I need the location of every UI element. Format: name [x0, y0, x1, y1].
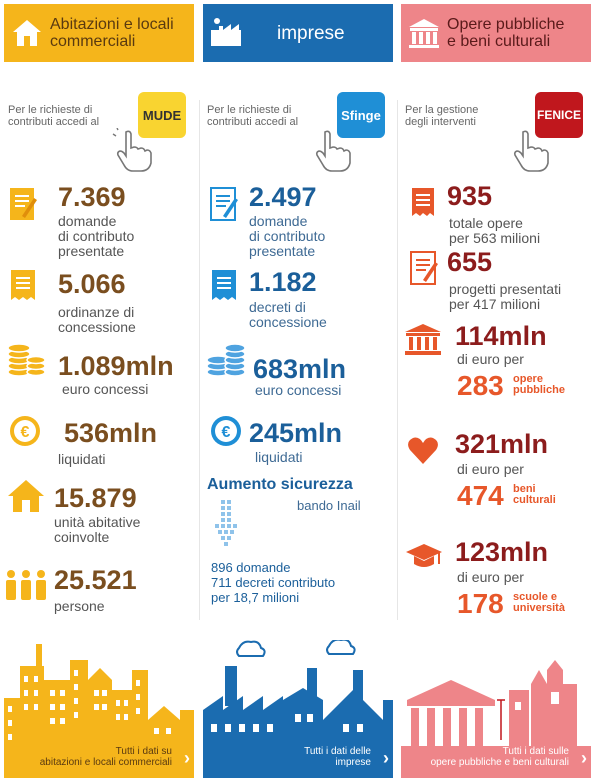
- stat-label-line: domande: [249, 213, 308, 229]
- stat-value: 1.182: [249, 267, 317, 297]
- stat-label-line: concessione: [58, 319, 136, 335]
- fund-description-line: università: [513, 602, 565, 614]
- fund-description-line: pubbliche: [513, 384, 565, 396]
- fund-label: di euro per: [457, 461, 524, 477]
- fund-description: [513, 484, 556, 506]
- stat-value: 536mln: [64, 418, 158, 448]
- stat-label-line: euro concessi: [62, 381, 149, 397]
- header-abitazioni[interactable]: [4, 4, 194, 62]
- stat-label-line: totale opere: [449, 215, 523, 231]
- footer-line1: Tutti i dati sulle: [502, 746, 569, 757]
- fund-label: di euro per: [457, 569, 524, 585]
- footer-imprese[interactable]: [203, 640, 393, 778]
- coins-icon: [6, 340, 46, 380]
- stat-label-line: presentate: [58, 243, 125, 259]
- stat-label: [255, 383, 341, 398]
- column-divider: [397, 100, 398, 620]
- stat-label-line: liquidati: [58, 451, 106, 467]
- stat-value: 5.066: [58, 269, 126, 299]
- stat-value: 7.369: [58, 182, 126, 212]
- column-abitazioni: [4, 0, 194, 781]
- footer-link-text[interactable]: [304, 746, 371, 768]
- header-title: [447, 16, 564, 50]
- fund-value: 321mln: [455, 429, 549, 459]
- fund-description-line: culturali: [513, 494, 556, 506]
- stat-value: 15.879: [54, 483, 137, 513]
- fund-value: 114mln: [455, 321, 547, 351]
- fund-count: 178: [457, 588, 504, 619]
- hand-pointer-icon: [112, 128, 154, 172]
- footer-line2: abitazioni e locali commerciali: [39, 757, 172, 768]
- stat-value: 935: [447, 181, 493, 211]
- euro-icon: [209, 414, 243, 448]
- stat-label: [54, 599, 105, 614]
- people-icon: [4, 568, 48, 602]
- stat-label-line: presentate: [249, 243, 316, 259]
- graduation-cap-icon: [405, 542, 443, 572]
- stat-label-line: per 417 milioni: [449, 296, 541, 312]
- header-title-line2: commerciali: [50, 33, 136, 50]
- fund-value: 123mln: [455, 537, 549, 567]
- stat-label: [449, 216, 540, 246]
- temple-icon: [403, 322, 443, 356]
- stat-label-line: domande: [58, 213, 117, 229]
- house-icon: [6, 478, 46, 514]
- header-title: [50, 16, 174, 50]
- arrow-down-icon: [213, 498, 241, 548]
- footer-link-text[interactable]: [40, 746, 172, 768]
- fund-description-line: scuole e: [513, 591, 558, 603]
- access-text: [207, 104, 337, 128]
- stat-label: [449, 282, 561, 312]
- footer-opere[interactable]: [401, 640, 591, 778]
- receipt-icon: [8, 268, 38, 302]
- stat-value: 245mln: [249, 418, 343, 448]
- access-line2: contributi accedi al: [207, 116, 299, 128]
- svg-text:€: €: [221, 424, 231, 441]
- stat-label-line: decreti di: [249, 299, 306, 315]
- stat-label: [58, 452, 105, 467]
- svg-text:€: €: [20, 424, 30, 441]
- stat-value: 2.497: [249, 182, 317, 212]
- stat-label-line: concessione: [249, 314, 327, 330]
- chevron-right-icon[interactable]: ›: [184, 748, 190, 768]
- stat-value: 683mln: [253, 354, 347, 384]
- footer-line1: Tutti i dati su: [115, 746, 172, 757]
- access-line2: contributi accedi al: [8, 116, 100, 128]
- stat-label: [54, 515, 140, 545]
- sicurezza-line: per 18,7 milioni: [211, 590, 300, 605]
- sicurezza-subtitle: bando Inail: [297, 498, 361, 513]
- stat-label-line: per 563 milioni: [449, 230, 541, 246]
- stat-label: [58, 305, 136, 335]
- stat-label: [255, 450, 302, 465]
- stat-label: [62, 382, 148, 397]
- hand-pointer-icon: [311, 128, 353, 172]
- footer-line1: Tutti i dati delle: [304, 746, 371, 757]
- document-icon: [409, 250, 439, 286]
- fund-description: [513, 374, 565, 396]
- stat-label: [249, 214, 325, 259]
- hand-pointer-icon: [509, 128, 551, 172]
- stat-label-line: coinvolte: [54, 529, 110, 545]
- footer-link-text[interactable]: [431, 746, 569, 768]
- receipt-icon: [409, 186, 437, 218]
- access-line2: degli interventi: [405, 116, 476, 128]
- coins-icon: [205, 340, 247, 380]
- access-text: [8, 104, 138, 128]
- stat-label-line: di contributo: [58, 228, 135, 244]
- column-opere: [401, 0, 591, 781]
- fenice-logo[interactable]: FENICE: [535, 92, 583, 138]
- access-line1: Per la gestione: [405, 104, 479, 116]
- sicurezza-line: 711 decreti contributo: [211, 575, 336, 590]
- chevron-right-icon[interactable]: ›: [581, 748, 587, 768]
- header-title-line2: e beni culturali: [447, 33, 551, 50]
- house-icon: [10, 16, 44, 50]
- column-divider: [199, 100, 200, 620]
- fund-description-line: beni: [513, 483, 536, 495]
- stat-label-line: progetti presentati: [449, 281, 562, 297]
- header-title: imprese: [277, 22, 345, 44]
- sicurezza-line: 896 domande: [211, 560, 291, 575]
- document-icon: [8, 186, 38, 222]
- header-title-line1: Opere pubbliche: [447, 16, 565, 33]
- mude-logo[interactable]: MUDE: [138, 92, 186, 138]
- sicurezza-title: Aumento sicurezza: [207, 476, 353, 493]
- stat-label-line: unità abitative: [54, 514, 141, 530]
- stat-value: 25.521: [54, 565, 137, 595]
- stat-label: [249, 300, 327, 330]
- fund-count: 283: [457, 370, 504, 401]
- access-line1: Per le richieste di: [8, 104, 93, 116]
- factory-icon: [209, 16, 243, 50]
- stat-label-line: euro concessi: [255, 382, 342, 398]
- sicurezza-details: [211, 560, 335, 605]
- euro-icon: [8, 414, 42, 448]
- footer-abitazioni[interactable]: [4, 640, 194, 778]
- column-imprese: [203, 0, 393, 781]
- document-icon: [209, 186, 239, 222]
- receipt-icon: [209, 268, 239, 302]
- fund-label: di euro per: [457, 351, 524, 367]
- header-opere[interactable]: [401, 4, 591, 62]
- heart-icon: [407, 436, 439, 466]
- stat-label-line: di contributo: [249, 228, 326, 244]
- stat-label-line: persone: [54, 598, 105, 614]
- footer-line2: opere pubbliche e beni culturali: [430, 757, 569, 768]
- header-imprese[interactable]: [203, 4, 393, 62]
- footer-line2: imprese: [335, 757, 371, 768]
- stat-value: 1.089mln: [58, 351, 174, 381]
- fund-count: 474: [457, 480, 504, 511]
- stat-label-line: ordinanze di: [58, 304, 135, 320]
- stat-label-line: liquidati: [255, 449, 303, 465]
- sfinge-logo[interactable]: Sfinge: [337, 92, 385, 138]
- temple-icon: [407, 16, 441, 50]
- fund-description-line: opere: [513, 373, 543, 385]
- access-text: [405, 104, 535, 128]
- fund-description: [513, 592, 565, 614]
- access-line1: Per le richieste di: [207, 104, 292, 116]
- chevron-right-icon[interactable]: ›: [383, 748, 389, 768]
- stat-value: 655: [447, 247, 493, 277]
- header-title-line1: Abitazioni e locali: [50, 16, 174, 33]
- stat-label: [58, 214, 134, 259]
